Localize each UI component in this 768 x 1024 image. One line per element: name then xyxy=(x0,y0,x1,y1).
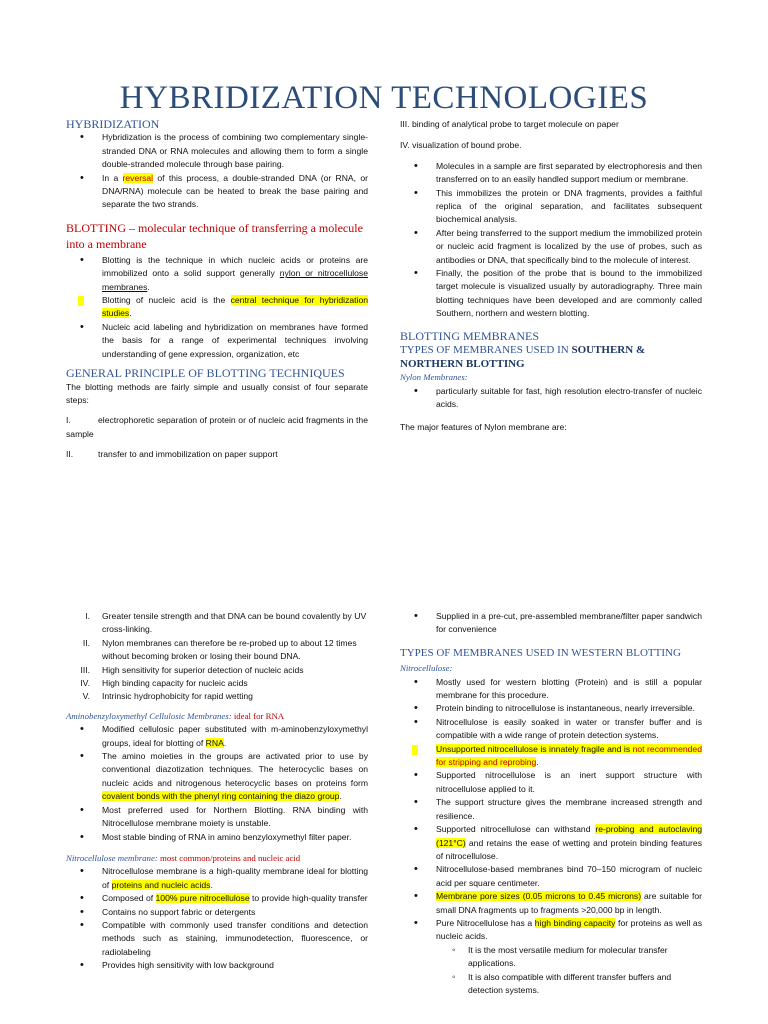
abm-list xyxy=(66,723,368,844)
list-item: • Most preferred used for Northern Blotting. RNA binding with Nitrocellulose membrane moiety is unstable. xyxy=(66,804,368,831)
right-bottom-column xyxy=(400,610,702,997)
nylon-list xyxy=(400,385,702,412)
highlight: Unsupported nitrocellulose is innately fragile and is xyxy=(436,743,633,754)
list-item: • Composed of 100% pure nitrocellulose to provide high-quality transfer xyxy=(66,892,368,905)
list-item: V. Intrinsic hydrophobicity for rapid wetting xyxy=(82,691,253,702)
left-bottom-column xyxy=(66,610,368,973)
list-item: ◦ It is the most versatile medium for molecular transfer applications. xyxy=(400,944,702,971)
list-item: • Nitrocellulose membrane is a high-quality membrane ideal for blotting of proteins and nucleic acids. xyxy=(66,865,368,892)
highlight: covalent bonds with the phenyl ring containing the diazo group xyxy=(102,791,340,802)
list-item: • Membrane pore sizes (0.05 microns to 0.45 microns) are suitable for small DNA fragments up to fragments >20,000 bp in length. xyxy=(400,890,702,917)
left-top-column xyxy=(66,118,368,462)
blotting-list xyxy=(66,254,368,361)
list-item: II. Nylon membranes can therefore be re-probed up to about 12 times without becoming broken or losing their bound DNA. xyxy=(82,637,357,662)
list-item: • Supplied in a pre-cut, pre-assembled membrane/filter paper sandwich for convenience xyxy=(400,610,702,637)
page-title: HYBRIDIZATION TECHNOLOGIES xyxy=(119,80,649,116)
list-item: • After being transferred to the support medium the immobilized protein or nucleic acid fragment is localized by the use of probes, such as antibodies or DNA, that specifically bind to the molecule of interest. xyxy=(400,227,702,267)
hybridization-list xyxy=(66,131,368,211)
list-item: • Contains no support fabric or detergents xyxy=(66,906,368,919)
list-item: • Pure Nitrocellulose has a high binding capacity for proteins as well as nucleic acids. xyxy=(400,917,702,944)
steps-list xyxy=(66,414,368,461)
list-item: II. transfer to and immobilization on paper support xyxy=(66,449,278,460)
highlight: high binding capacity xyxy=(534,917,616,928)
types-western-heading: TYPES OF MEMBRANES USED IN WESTERN BLOTTING xyxy=(400,646,681,659)
highlight: reversal xyxy=(122,172,154,183)
list-item: • Mostly used for western blotting (Protein) and is still a popular membrane for this procedure. xyxy=(400,676,702,703)
list-item: • Nitrocellulose-based membranes bind 70–150 microgram of nucleic acid per square centimeter. xyxy=(400,863,702,890)
list-item: • Finally, the position of the probe that is bound to the immobilized target molecule is visualized usually by autoradiography. Three main blotting techniques have been developed and are commonly called Southern, northern and western blotting. xyxy=(400,267,702,321)
blotting-heading: BLOTTING – molecular technique of transferring a molecule into a membrane xyxy=(66,220,363,251)
nitrocellulose-membrane-subheading: Nitrocellulose membrane: most common/proteins and nucleic acid xyxy=(66,852,301,863)
supplied-list xyxy=(400,610,702,637)
nitrocellulose-membrane-list xyxy=(66,865,368,972)
general-principle-heading: GENERAL PRINCIPLE OF BLOTTING TECHNIQUES xyxy=(66,366,345,381)
general-principle-intro: The blotting methods are fairly simple and usually consist of four separate steps: xyxy=(66,381,368,405)
list-item: • The amino moieties in the groups are activated prior to use by conventional diazotization techniques. The heterocyclic bases on nucleic acids and nitrogenous heterocyclic bases on proteins form covalent bonds with the phenyl ring containing the diazo group. xyxy=(66,750,368,804)
list-item: ◦ It is also compatible with different transfer buffers and detection systems. xyxy=(400,971,702,998)
list-item: • This immobilizes the protein or DNA fragments, provides a faithful replica of the original separation, and facilitates subsequent biochemical analysis. xyxy=(400,187,702,227)
list-item: • Supported nitrocellulose is an inert support structure with nitrocellulose applied to it. xyxy=(400,769,702,796)
list-item: • Most stable binding of RNA in amino benzyloxymethyl filter paper. xyxy=(66,831,368,844)
highlight: RNA xyxy=(205,737,224,748)
list-item: • Blotting of nucleic acid is the central technique for hybridization studies. xyxy=(66,294,368,321)
list-item: • Protein binding to nitrocellulose is instantaneous, nearly irreversible. xyxy=(400,702,702,715)
list-item: • Compatible with commonly used transfer conditions and detection methods such as staining, immunodetection, fluorescence, or radiolabeling xyxy=(66,919,368,959)
list-item: • Modified cellulosic paper substituted with m-aminobenzyloxymethyl groups, ideal for blotting of RNA. xyxy=(66,723,368,750)
list-item: III. High sensitivity for superior detection of nucleic acids xyxy=(80,664,304,675)
list-item: • Hybridization is the process of combining two complementary single-stranded DNA or RNA molecules and allowing them to form a single double-stranded molecule through base pairing. xyxy=(66,131,368,171)
nylon-major-features: The major features of Nylon membrane are: xyxy=(400,422,567,433)
list-item: • Supported nitrocellulose can withstand re-probing and autoclaving (121°C) and retains the ease of wetting and protein binding features of nitrocellulose. xyxy=(400,823,702,863)
list-item: I. Greater tensile strength and that DNA can be bound covalently by UV cross-linking. xyxy=(85,611,367,635)
step-4: IV. visualization of bound probe. xyxy=(400,140,522,151)
list-item: I. electrophoretic separation of protein or of nucleic acid fragments in the sample xyxy=(66,415,368,439)
list-item: • Nucleic acid labeling and hybridization on membranes have formed the basis for a range of experimental techniques involving understanding of gene expression, organization, etc xyxy=(66,321,368,361)
highlight: Membrane pore sizes (0.05 microns to 0.45 microns) xyxy=(436,891,642,902)
nitrocellulose-subheading: Nitrocellulose: xyxy=(400,663,453,674)
list-item: • Blotting is the technique in which nucleic acids or proteins are immobilized onto a solid support generally nylon or nitrocellulose membranes. xyxy=(66,254,368,294)
list-item: • Provides high sensitivity with low background xyxy=(66,959,368,972)
list-item: • The support structure gives the membrane increased strength and resilience. xyxy=(400,796,702,823)
list-item: • Molecules in a sample are first separated by electrophoresis and then transferred on to an easily handled support medium or membrane. xyxy=(400,160,702,187)
nylon-features-list xyxy=(66,610,368,704)
highlight: proteins and nucleic acids xyxy=(111,879,211,890)
list-item: • particularly suitable for fast, high resolution electro-transfer of nucleic acids. xyxy=(400,385,702,412)
list-item: • In a reversal of this process, a double-stranded DNA (or RNA, or DNA/RNA) molecule can be heated to break the base pairing and separate the two strands. xyxy=(66,172,368,212)
highlight: 100% pure nitrocellulose xyxy=(155,893,250,904)
nylon-subheading: Nylon Membranes: xyxy=(400,372,468,383)
right-top-column xyxy=(400,118,702,435)
nitrocellulose-sub-list xyxy=(400,944,702,998)
highlight: not recommended for stripping and reprobing xyxy=(436,743,702,768)
abm-subheading: Aminobenzyloxymethyl Cellulosic Membranes: ideal for RNA xyxy=(66,710,285,721)
process-list xyxy=(400,160,702,321)
list-item: • Unsupported nitrocellulose is innately fragile and is not recommended for stripping and reprobing. xyxy=(400,743,702,770)
highlight: central technique for hybridization studies xyxy=(102,295,368,319)
western-nitrocellulose-list xyxy=(400,676,702,944)
types-southern-northern-heading: TYPES OF MEMBRANES USED IN SOUTHERN & NORTHERN BLOTTING xyxy=(400,344,646,371)
step-3: III. binding of analytical probe to target molecule on paper xyxy=(400,119,619,129)
list-item: • Nitrocellulose is easily soaked in water or transfer buffer and is compatible with a wide range of protein detection systems. xyxy=(400,716,702,743)
list-item: IV. High binding capacity for nucleic acids xyxy=(80,678,248,689)
hybridization-heading: HYBRIDIZATION xyxy=(66,117,160,131)
blotting-membranes-heading: BLOTTING MEMBRANES xyxy=(400,328,540,343)
highlight: re-probing and autoclaving (121°C) xyxy=(436,824,703,848)
